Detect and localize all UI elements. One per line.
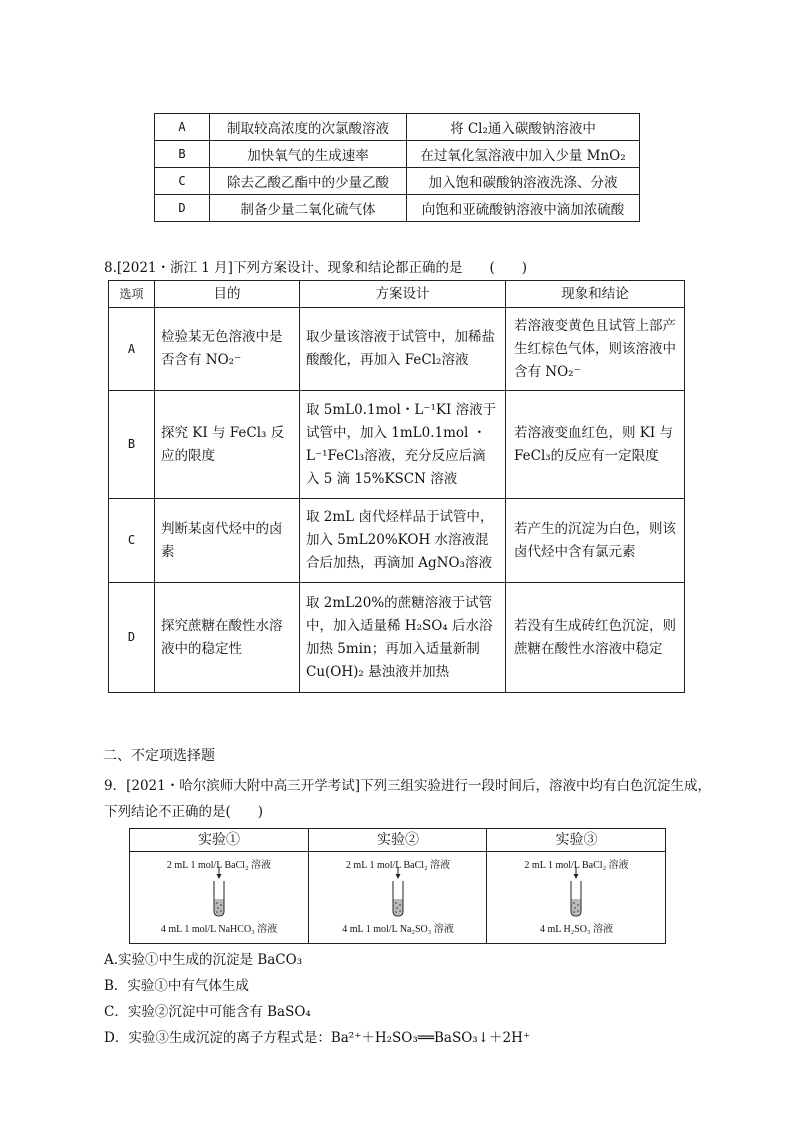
option-letter: A (155, 114, 210, 141)
question-9-stem-line2: 下列结论不正确的是( ) (104, 804, 264, 820)
option-letter: B (155, 141, 210, 168)
question-8-stem: 8.[2021・浙江 1 月]下列方案设计、现象和结论都正确的是 ( ) (104, 260, 527, 276)
plan-cell: 取 5mL0.1mol・L⁻¹KI 溶液于试管中，加入 1mL0.1mol ・L⁻¹FeCl₃溶液，充分反应后滴入 5 滴 15%KSCN 溶液 (300, 391, 506, 499)
goal-cell: 判断某卤代烃中的卤素 (155, 499, 300, 583)
question-9-stem-line1: 9．[2021・哈尔滨师大附中高三开学考试]下列三组实验进行一段时间后，溶液中均有白色沉淀生成， (104, 778, 711, 794)
question-8-table (108, 280, 685, 693)
option-letter: C (155, 168, 210, 195)
result-cell: 若溶液变黄色且试管上部产生红棕色气体，则该溶液中含有 NO₂⁻ (506, 308, 685, 391)
method-cell: 将 Cl₂通入碳酸钠溶液中 (407, 114, 640, 141)
goal-cell: 除去乙酸乙酯中的少量乙酸 (210, 168, 407, 195)
table-row (155, 114, 640, 141)
method-cell: 加入饱和碳酸钠溶液洗涤、分液 (407, 168, 640, 195)
section-heading: 二、不定项选择题 (103, 748, 215, 764)
options-table-q7 (154, 113, 640, 222)
option-letter: A (109, 308, 155, 391)
goal-cell: 探究蔗糖在酸性水溶液中的稳定性 (155, 583, 300, 693)
goal-cell: 检验某无色溶液中是否含有 NO₂⁻ (155, 308, 300, 391)
option-letter: B (109, 391, 155, 499)
table-row (109, 583, 685, 693)
goal-cell: 探究 KI 与 FeCl₃ 反应的限度 (155, 391, 300, 499)
header-goal: 目的 (155, 281, 300, 308)
goal-cell: 制备少量二氧化硫气体 (210, 195, 407, 222)
option-c: C．实验②沉淀中可能含有 BaSO₄ (104, 1004, 311, 1020)
header-option: 选项 (109, 281, 155, 308)
goal-cell: 加快氧气的生成速率 (210, 141, 407, 168)
option-a: A.实验①中生成的沉淀是 BaCO₃ (104, 952, 303, 968)
reagent-added: 2 mL 1 mol/L BaCl₂ 溶液 (166, 860, 272, 871)
test-tube-icon (391, 867, 405, 917)
result-cell: 若没有生成砖红色沉淀，则蔗糖在酸性水溶液中稳定 (506, 583, 685, 693)
table-row (155, 195, 640, 222)
option-b: B．实验①中有气体生成 (104, 978, 249, 994)
table-row (155, 141, 640, 168)
option-d: D．实验③生成沉淀的离子方程式是：Ba²⁺＋H₂SO₃══BaSO₃↓＋2H⁺ (104, 1030, 530, 1046)
option-letter: D (109, 583, 155, 693)
table-row (109, 308, 685, 391)
result-cell: 若产生的沉淀为白色，则该卤代烃中含有氯元素 (506, 499, 685, 583)
plan-cell: 取 2mL20%的蔗糖溶液于试管中，加入适量稀 H₂SO₄ 后水浴加热 5min；再加入适量新制 Cu(OH)₂ 悬浊液并加热 (300, 583, 506, 693)
option-letter: C (109, 499, 155, 583)
table-row (109, 499, 685, 583)
experiment-title: 实验① (130, 829, 308, 852)
header-result: 现象和结论 (506, 281, 685, 308)
experiment-title: 实验② (309, 829, 487, 852)
reagent-in-tube: 4 mL H₂SO₃ 溶液 (540, 924, 613, 935)
header-plan: 方案设计 (300, 281, 506, 308)
option-letter: D (155, 195, 210, 222)
test-tube-icon (212, 867, 226, 917)
table-header-row (109, 281, 685, 308)
experiments-figure (129, 828, 666, 944)
result-cell: 若溶液变血红色，则 KI 与 FeCl₃的反应有一定限度 (506, 391, 685, 499)
test-tube-icon (569, 867, 583, 917)
plan-cell: 取少量该溶液于试管中，加稀盐酸酸化，再加入 FeCl₂溶液 (300, 308, 506, 391)
experiment-3 (486, 829, 666, 943)
table-row (155, 168, 640, 195)
experiment-2 (308, 829, 487, 943)
method-cell: 向饱和亚硫酸钠溶液中滴加浓硫酸 (407, 195, 640, 222)
experiment-1 (130, 829, 308, 943)
reagent-added: 2 mL 1 mol/L BaCl₂ 溶液 (524, 860, 629, 871)
reagent-in-tube: 4 mL 1 mol/L NaHCO₃ 溶液 (160, 924, 278, 935)
table-row (109, 391, 685, 499)
method-cell: 在过氧化氢溶液中加入少量 MnO₂ (407, 141, 640, 168)
plan-cell: 取 2mL 卤代烃样品于试管中，加入 5mL20%KOH 水溶液混合后加热，再滴加 AgNO₃溶液 (300, 499, 506, 583)
experiment-title: 实验③ (487, 829, 666, 852)
reagent-added: 2 mL 1 mol/L BaCl₂ 溶液 (345, 860, 451, 871)
reagent-in-tube: 4 mL 1 mol/L Na₂SO₃ 溶液 (342, 924, 454, 935)
goal-cell: 制取较高浓度的次氯酸溶液 (210, 114, 407, 141)
